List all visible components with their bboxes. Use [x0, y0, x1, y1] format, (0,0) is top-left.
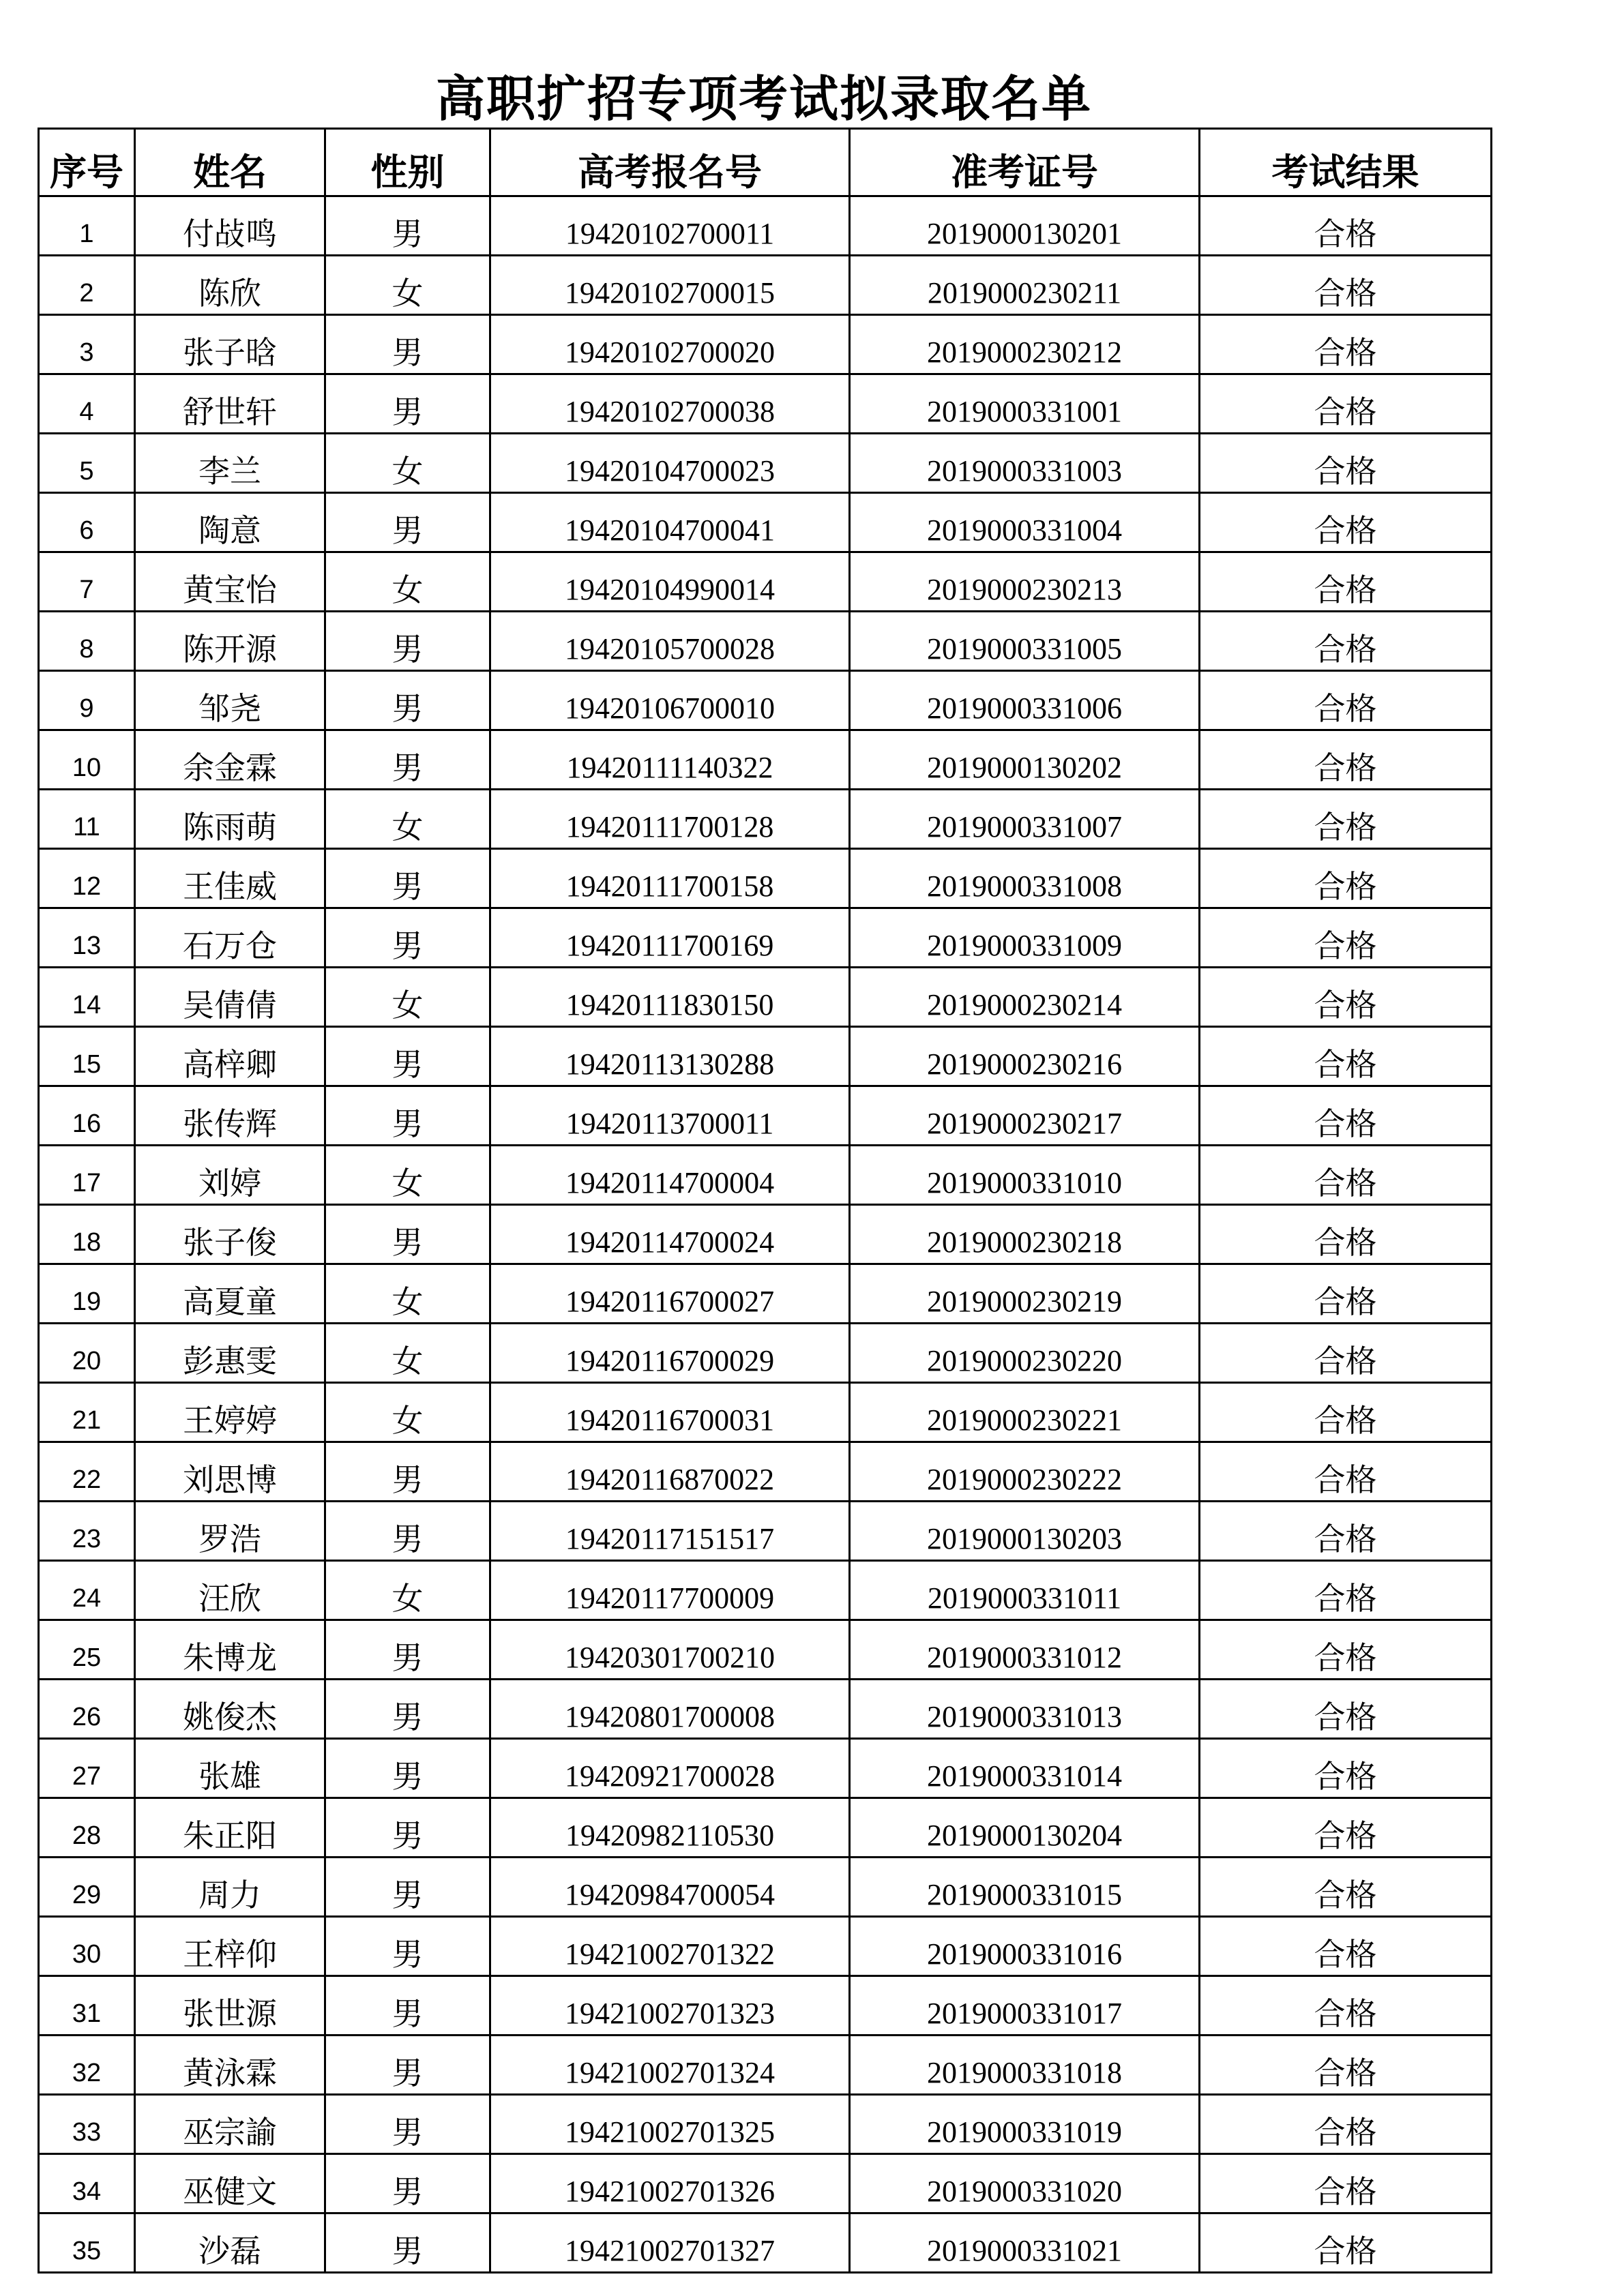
cell-result: 合格 [1200, 1383, 1492, 1442]
cell-name: 陈欣 [135, 256, 325, 315]
table-row [39, 1027, 1492, 1086]
cell-gender: 男 [325, 374, 490, 434]
cell-exam-no: 19420921700028 [490, 1739, 850, 1798]
cell-ticket-no: 2019000331016 [850, 1917, 1200, 1976]
table-row [39, 1561, 1492, 1620]
cell-gender: 男 [325, 1205, 490, 1264]
cell-name: 舒世轩 [135, 374, 325, 434]
cell-seq: 28 [39, 1798, 135, 1858]
table-row [39, 1324, 1492, 1383]
cell-seq: 30 [39, 1917, 135, 1976]
cell-name: 邹尧 [135, 671, 325, 730]
cell-result: 合格 [1200, 612, 1492, 671]
cell-exam-no: 19420102700015 [490, 256, 850, 315]
table-row [39, 908, 1492, 968]
cell-result: 合格 [1200, 2213, 1492, 2273]
cell-seq: 9 [39, 671, 135, 730]
cell-gender: 男 [325, 2095, 490, 2154]
cell-seq: 12 [39, 849, 135, 908]
table-row [39, 256, 1492, 315]
cell-seq: 16 [39, 1086, 135, 1146]
cell-exam-no: 19420117151517 [490, 1502, 850, 1561]
header-gender: 性别 [325, 129, 490, 196]
cell-name: 朱正阳 [135, 1798, 325, 1858]
cell-exam-no: 19420301700210 [490, 1620, 850, 1680]
cell-result: 合格 [1200, 1680, 1492, 1739]
cell-gender: 男 [325, 671, 490, 730]
cell-seq: 2 [39, 256, 135, 315]
cell-name: 王梓仰 [135, 1917, 325, 1976]
table-row [39, 1976, 1492, 2036]
cell-ticket-no: 2019000130204 [850, 1798, 1200, 1858]
cell-result: 合格 [1200, 1086, 1492, 1146]
cell-ticket-no: 2019000331004 [850, 493, 1200, 552]
cell-gender: 男 [325, 1917, 490, 1976]
cell-seq: 19 [39, 1264, 135, 1324]
cell-ticket-no: 2019000331001 [850, 374, 1200, 434]
cell-exam-no: 19420116700031 [490, 1383, 850, 1442]
cell-ticket-no: 2019000230218 [850, 1205, 1200, 1264]
cell-name: 李兰 [135, 434, 325, 493]
cell-ticket-no: 2019000130201 [850, 196, 1200, 256]
cell-result: 合格 [1200, 908, 1492, 968]
cell-name: 朱博龙 [135, 1620, 325, 1680]
cell-ticket-no: 2019000230214 [850, 968, 1200, 1027]
cell-name: 高梓卿 [135, 1027, 325, 1086]
cell-exam-no: 19420111700128 [490, 790, 850, 849]
cell-name: 黄宝怡 [135, 552, 325, 612]
cell-seq: 15 [39, 1027, 135, 1086]
cell-exam-no: 19420984700054 [490, 1858, 850, 1917]
cell-seq: 21 [39, 1383, 135, 1442]
cell-gender: 女 [325, 968, 490, 1027]
cell-seq: 29 [39, 1858, 135, 1917]
cell-result: 合格 [1200, 849, 1492, 908]
cell-exam-no: 19420111830150 [490, 968, 850, 1027]
table-row [39, 730, 1492, 790]
table-row [39, 1798, 1492, 1858]
cell-gender: 男 [325, 1680, 490, 1739]
cell-exam-no: 19420116700027 [490, 1264, 850, 1324]
cell-gender: 女 [325, 1264, 490, 1324]
cell-gender: 男 [325, 1027, 490, 1086]
cell-gender: 男 [325, 2036, 490, 2095]
cell-seq: 13 [39, 908, 135, 968]
cell-gender: 男 [325, 1976, 490, 2036]
cell-exam-no: 19420117700009 [490, 1561, 850, 1620]
cell-result: 合格 [1200, 1798, 1492, 1858]
cell-seq: 18 [39, 1205, 135, 1264]
cell-exam-no: 19420102700038 [490, 374, 850, 434]
cell-seq: 6 [39, 493, 135, 552]
cell-ticket-no: 2019000230213 [850, 552, 1200, 612]
cell-ticket-no: 2019000331006 [850, 671, 1200, 730]
cell-name: 王佳威 [135, 849, 325, 908]
cell-name: 刘思博 [135, 1442, 325, 1502]
header-ticket-no: 准考证号 [850, 129, 1200, 196]
cell-seq: 22 [39, 1442, 135, 1502]
cell-ticket-no: 2019000230217 [850, 1086, 1200, 1146]
cell-exam-no: 19420113130288 [490, 1027, 850, 1086]
cell-gender: 女 [325, 1324, 490, 1383]
cell-ticket-no: 2019000331014 [850, 1739, 1200, 1798]
table-row [39, 2213, 1492, 2273]
cell-seq: 3 [39, 315, 135, 374]
table-body [39, 196, 1492, 2273]
cell-result: 合格 [1200, 1739, 1492, 1798]
cell-gender: 女 [325, 790, 490, 849]
table-row [39, 374, 1492, 434]
header-seq: 序号 [39, 129, 135, 196]
cell-seq: 1 [39, 196, 135, 256]
cell-gender: 女 [325, 1561, 490, 1620]
table-row [39, 671, 1492, 730]
table-row [39, 434, 1492, 493]
cell-exam-no: 19421002701327 [490, 2213, 850, 2273]
cell-exam-no: 19421002701326 [490, 2154, 850, 2213]
table-row [39, 196, 1492, 256]
cell-seq: 35 [39, 2213, 135, 2273]
cell-name: 张雄 [135, 1739, 325, 1798]
cell-ticket-no: 2019000331019 [850, 2095, 1200, 2154]
table-row [39, 1680, 1492, 1739]
cell-gender: 男 [325, 612, 490, 671]
cell-result: 合格 [1200, 256, 1492, 315]
table-row [39, 2154, 1492, 2213]
cell-result: 合格 [1200, 1858, 1492, 1917]
cell-result: 合格 [1200, 493, 1492, 552]
cell-exam-no: 19420111140322 [490, 730, 850, 790]
cell-exam-no: 19420102700020 [490, 315, 850, 374]
cell-result: 合格 [1200, 2154, 1492, 2213]
cell-seq: 33 [39, 2095, 135, 2154]
cell-ticket-no: 2019000331003 [850, 434, 1200, 493]
cell-gender: 男 [325, 196, 490, 256]
cell-name: 吴倩倩 [135, 968, 325, 1027]
cell-gender: 女 [325, 1146, 490, 1205]
cell-seq: 20 [39, 1324, 135, 1383]
cell-gender: 男 [325, 315, 490, 374]
table-row [39, 1502, 1492, 1561]
cell-exam-no: 19420102700011 [490, 196, 850, 256]
table-row [39, 612, 1492, 671]
cell-name: 黄泳霖 [135, 2036, 325, 2095]
cell-exam-no: 19420106700010 [490, 671, 850, 730]
cell-ticket-no: 2019000230212 [850, 315, 1200, 374]
table-row [39, 1917, 1492, 1976]
cell-exam-no: 19420116870022 [490, 1442, 850, 1502]
cell-name: 张子俊 [135, 1205, 325, 1264]
cell-seq: 4 [39, 374, 135, 434]
table-row [39, 1086, 1492, 1146]
cell-exam-no: 19421002701324 [490, 2036, 850, 2095]
cell-result: 合格 [1200, 315, 1492, 374]
table-row [39, 1205, 1492, 1264]
cell-exam-no: 19421002701323 [490, 1976, 850, 2036]
cell-name: 陈雨萌 [135, 790, 325, 849]
table-row [39, 1858, 1492, 1917]
cell-seq: 27 [39, 1739, 135, 1798]
table-row [39, 1146, 1492, 1205]
cell-gender: 男 [325, 1858, 490, 1917]
table-header-row [39, 129, 1492, 196]
cell-seq: 32 [39, 2036, 135, 2095]
cell-seq: 23 [39, 1502, 135, 1561]
cell-name: 张子晗 [135, 315, 325, 374]
table-row [39, 968, 1492, 1027]
cell-result: 合格 [1200, 790, 1492, 849]
cell-seq: 17 [39, 1146, 135, 1205]
cell-ticket-no: 2019000230211 [850, 256, 1200, 315]
cell-ticket-no: 2019000331009 [850, 908, 1200, 968]
cell-result: 合格 [1200, 552, 1492, 612]
cell-seq: 31 [39, 1976, 135, 2036]
cell-exam-no: 19420105700028 [490, 612, 850, 671]
cell-ticket-no: 2019000331007 [850, 790, 1200, 849]
cell-gender: 男 [325, 849, 490, 908]
cell-exam-no: 19420104990014 [490, 552, 850, 612]
cell-seq: 10 [39, 730, 135, 790]
cell-result: 合格 [1200, 1324, 1492, 1383]
cell-ticket-no: 2019000331018 [850, 2036, 1200, 2095]
cell-ticket-no: 2019000130203 [850, 1502, 1200, 1561]
header-result: 考试结果 [1200, 129, 1492, 196]
cell-ticket-no: 2019000331011 [850, 1561, 1200, 1620]
table-row [39, 1264, 1492, 1324]
cell-exam-no: 19420116700029 [490, 1324, 850, 1383]
cell-gender: 女 [325, 1383, 490, 1442]
cell-ticket-no: 2019000130202 [850, 730, 1200, 790]
cell-result: 合格 [1200, 374, 1492, 434]
cell-ticket-no: 2019000230220 [850, 1324, 1200, 1383]
cell-name: 彭惠雯 [135, 1324, 325, 1383]
table-row [39, 1620, 1492, 1680]
cell-result: 合格 [1200, 2036, 1492, 2095]
cell-ticket-no: 2019000230219 [850, 1264, 1200, 1324]
cell-name: 石万仓 [135, 908, 325, 968]
cell-ticket-no: 2019000230221 [850, 1383, 1200, 1442]
cell-name: 付敁鸣 [135, 196, 325, 256]
cell-gender: 女 [325, 434, 490, 493]
cell-gender: 男 [325, 1502, 490, 1561]
cell-exam-no: 19420104700041 [490, 493, 850, 552]
cell-gender: 男 [325, 730, 490, 790]
cell-gender: 男 [325, 2154, 490, 2213]
cell-name: 余金霖 [135, 730, 325, 790]
table-row [39, 493, 1492, 552]
document-title: 高职扩招专项考试拟录取名单 [435, 70, 1092, 128]
cell-gender: 男 [325, 1739, 490, 1798]
cell-ticket-no: 2019000331012 [850, 1620, 1200, 1680]
cell-result: 合格 [1200, 730, 1492, 790]
cell-name: 罗浩 [135, 1502, 325, 1561]
cell-seq: 14 [39, 968, 135, 1027]
table-row [39, 1383, 1492, 1442]
cell-result: 合格 [1200, 434, 1492, 493]
cell-name: 汪欣 [135, 1561, 325, 1620]
table-row [39, 790, 1492, 849]
cell-exam-no: 19420111700158 [490, 849, 850, 908]
cell-ticket-no: 2019000331020 [850, 2154, 1200, 2213]
cell-result: 合格 [1200, 1146, 1492, 1205]
table-row [39, 315, 1492, 374]
cell-gender: 男 [325, 493, 490, 552]
cell-exam-no: 19420113700011 [490, 1086, 850, 1146]
table-row [39, 2095, 1492, 2154]
cell-ticket-no: 2019000331010 [850, 1146, 1200, 1205]
cell-gender: 男 [325, 908, 490, 968]
cell-seq: 34 [39, 2154, 135, 2213]
table-row [39, 1739, 1492, 1798]
cell-exam-no: 19421002701325 [490, 2095, 850, 2154]
cell-name: 巫健文 [135, 2154, 325, 2213]
cell-seq: 26 [39, 1680, 135, 1739]
cell-name: 刘婷 [135, 1146, 325, 1205]
cell-gender: 男 [325, 1086, 490, 1146]
cell-result: 合格 [1200, 196, 1492, 256]
cell-name: 陈开源 [135, 612, 325, 671]
cell-result: 合格 [1200, 1976, 1492, 2036]
cell-seq: 5 [39, 434, 135, 493]
cell-result: 合格 [1200, 2095, 1492, 2154]
cell-exam-no: 19421002701322 [490, 1917, 850, 1976]
cell-name: 陶意 [135, 493, 325, 552]
table-row [39, 849, 1492, 908]
cell-name: 姚俊杰 [135, 1680, 325, 1739]
cell-result: 合格 [1200, 1620, 1492, 1680]
cell-seq: 24 [39, 1561, 135, 1620]
cell-exam-no: 19420114700024 [490, 1205, 850, 1264]
cell-result: 合格 [1200, 1502, 1492, 1561]
cell-result: 合格 [1200, 1027, 1492, 1086]
cell-name: 王婷婷 [135, 1383, 325, 1442]
cell-ticket-no: 2019000331005 [850, 612, 1200, 671]
table-row [39, 552, 1492, 612]
cell-name: 张传辉 [135, 1086, 325, 1146]
cell-result: 合格 [1200, 671, 1492, 730]
cell-exam-no: 19420111700169 [490, 908, 850, 968]
cell-name: 张世源 [135, 1976, 325, 2036]
cell-seq: 7 [39, 552, 135, 612]
cell-gender: 男 [325, 1798, 490, 1858]
cell-result: 合格 [1200, 968, 1492, 1027]
cell-exam-no: 19420104700023 [490, 434, 850, 493]
cell-ticket-no: 2019000331013 [850, 1680, 1200, 1739]
cell-ticket-no: 2019000331015 [850, 1858, 1200, 1917]
cell-gender: 女 [325, 552, 490, 612]
cell-gender: 男 [325, 1442, 490, 1502]
cell-result: 合格 [1200, 1442, 1492, 1502]
cell-name: 巫宗諭 [135, 2095, 325, 2154]
cell-gender: 男 [325, 1620, 490, 1680]
cell-seq: 25 [39, 1620, 135, 1680]
header-name: 姓名 [135, 129, 325, 196]
table-row [39, 2036, 1492, 2095]
cell-ticket-no: 2019000331008 [850, 849, 1200, 908]
cell-name: 周力 [135, 1858, 325, 1917]
cell-exam-no: 19420801700008 [490, 1680, 850, 1739]
cell-result: 合格 [1200, 1205, 1492, 1264]
cell-name: 沙磊 [135, 2213, 325, 2273]
cell-result: 合格 [1200, 1561, 1492, 1620]
table-row [39, 1442, 1492, 1502]
cell-ticket-no: 2019000230216 [850, 1027, 1200, 1086]
cell-result: 合格 [1200, 1917, 1492, 1976]
cell-ticket-no: 2019000331021 [850, 2213, 1200, 2273]
cell-exam-no: 19420114700004 [490, 1146, 850, 1205]
cell-exam-no: 19420982110530 [490, 1798, 850, 1858]
cell-seq: 11 [39, 790, 135, 849]
admission-list-table [38, 128, 1492, 2273]
cell-gender: 女 [325, 256, 490, 315]
cell-result: 合格 [1200, 1264, 1492, 1324]
cell-seq: 8 [39, 612, 135, 671]
cell-name: 高夏童 [135, 1264, 325, 1324]
cell-ticket-no: 2019000230222 [850, 1442, 1200, 1502]
cell-gender: 男 [325, 2213, 490, 2273]
cell-ticket-no: 2019000331017 [850, 1976, 1200, 2036]
header-exam-no: 高考报名号 [490, 129, 850, 196]
